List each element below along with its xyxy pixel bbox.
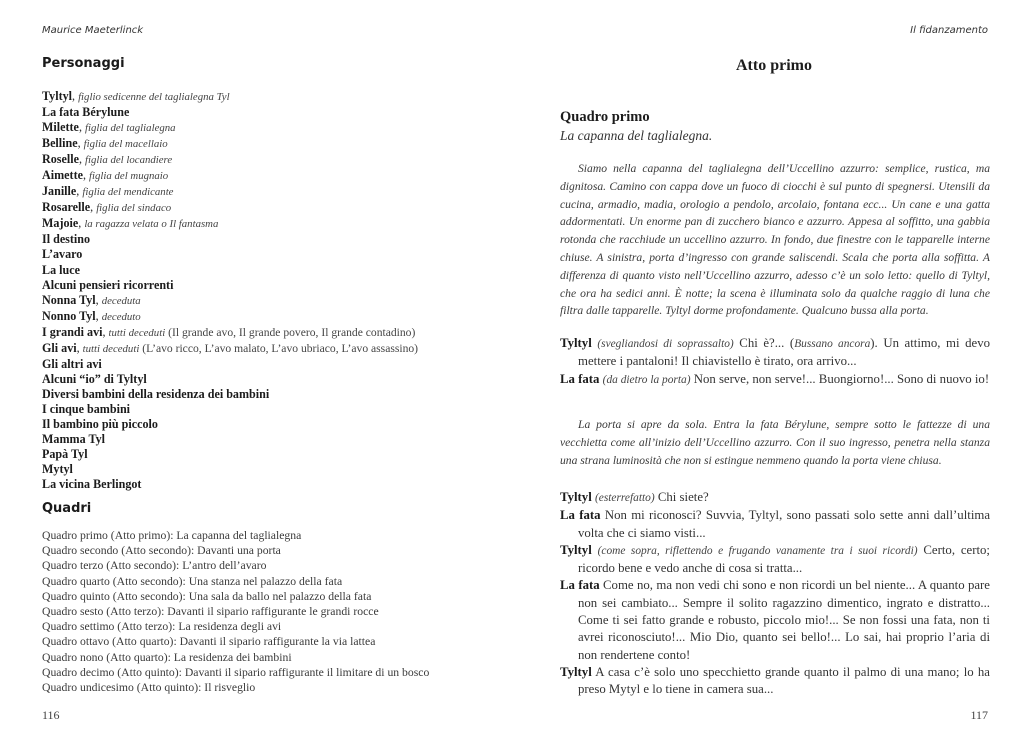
dialog-text: Come no, ma non vedi chi sono e non ricordi un bel niente... A quanto pare non sei cambiato... Sempre il solito ragazzino dimentico, ingrato e distratto... Come ti sei fatto grande e robusto, piccolo mio!... Se non fossi una fata, non ti avrei riconosciuto!... Mio Dio, quanto sei bello!... Lo sai, hai proprio l’aria di non rendertene conto! [578,578,990,662]
dialog-text: ). Un attimo, mi devo mettere i pantaloni! Il chiavistello è tirato, ora arrivo... [578,336,990,369]
character-entry [42,462,502,477]
quadri-heading: Quadri [42,501,92,516]
scene-list [42,528,502,695]
stage-direction-inline: (esterrefatto) [594,492,655,504]
character-name: L’avaro [42,247,83,262]
separator: , [72,89,79,103]
character-entry [42,293,502,309]
character-entry [42,417,502,432]
dialog-text: Non mi riconosci? Suvvia, Tyltyl, sono passati solo sette anni dall’ultima volta che ci siamo visti... [578,508,991,540]
dialog-text: Certo, certo; ricordo bene e vedo anche di cosa si tratta... [578,542,990,576]
character-name: Milette [42,120,79,135]
character-name: Il destino [42,232,91,247]
dialog-line [560,335,990,371]
speaker-name: La fata [560,578,600,593]
character-entry [42,325,502,341]
separator: , [77,136,84,151]
separator: , [95,308,102,323]
character-description: tutti deceduti [108,326,166,339]
character-name: Janille [42,184,77,199]
character-name: Mamma Tyl [42,432,106,447]
dialog-text: Chi siete? [654,490,709,504]
character-entry [42,263,502,278]
stage-direction-inline: (come sopra, riflettendo e frugando vanamente tra i suoi ricordi) [597,544,918,557]
page-number-left: 116 [42,708,60,722]
character-entry [42,309,502,325]
character-entry [42,447,502,462]
character-entry [42,200,502,216]
scene-entry: Quadro primo (Atto primo): La capanna del taglialegna [42,529,302,542]
speaker-name: La fata [560,508,601,523]
dialog-line [560,577,990,663]
character-list [42,89,502,492]
character-entry [42,278,502,293]
separator: , [102,324,109,339]
separator: , [78,120,85,135]
scene-entry: Quadro nono (Atto quarto): La residenza dei bambini [42,650,292,664]
scene-entry: Quadro quinto (Atto secondo): Una sala da ballo nel palazzo della fata [42,589,372,603]
character-name: Papà Tyl [42,447,88,462]
character-name: Rosarelle [42,200,91,215]
character-entry [42,477,502,492]
character-entry [42,89,502,105]
dialog-line [560,664,990,699]
character-name: Mytyl [42,462,73,477]
scene-entry: Quadro settimo (Atto terzo): La residenza degli avi [42,620,282,634]
character-description: deceduta [101,294,141,307]
scene-entry: Quadro terzo (Atto secondo): L’antro dell’avaro [42,559,267,573]
personaggi-heading: Personaggi [42,56,125,71]
character-description: figlia del sindaco [96,202,172,215]
stage-direction-entrance: La porta si apre da sola. Entra la fata Bérylune, sempre sotto le fattezze di una vecchietta come all’inizio dell’Uccellino azzurro. Con il suo ingresso, penetra nella stanza una strana luminosità che non si estingue nemmeno quando la porta viene chiusa. [560,418,990,467]
character-description: figlia del mugnaio [89,170,169,183]
separator: , [76,340,83,355]
dialog-line [560,489,990,507]
character-entry [42,387,502,402]
speaker-name: Tyltyl [560,542,592,557]
character-name: La fata Bérylune [42,105,130,120]
character-name: Nonna Tyl [42,292,96,307]
dialog-line [560,542,990,578]
speaker-name: La fata [560,371,600,386]
character-description: deceduto [101,310,141,323]
character-entry [42,105,502,120]
character-name: Gli avi [42,340,77,355]
character-name: I grandi avi [42,324,103,339]
right-page [515,0,1030,746]
speaker-name: Tyltyl [560,490,592,504]
character-entry [42,402,502,417]
character-entry [42,341,502,357]
separator: , [90,200,97,215]
character-description: figlia del locandiere [85,154,173,167]
character-entry [42,184,502,200]
stage-direction-inline: Bussano ancora [794,338,871,350]
character-name: Belline [42,136,78,151]
character-name: Tyltyl [42,89,73,103]
separator: , [78,216,85,231]
character-entry [42,136,502,152]
character-name: Alcuni “io” di Tyltyl [42,371,147,386]
scene-entry: Quadro sesto (Atto terzo): Davanti il sipario raffigurante le grandi rocce [42,605,379,619]
character-entry [42,216,502,232]
separator: , [82,168,90,183]
running-head-title: Il fidanzamento [910,25,988,36]
character-name: Majoie [42,216,79,231]
dialog-text: A casa c’è solo uno specchietto grande quanto il palmo di una mano; lo ha preso Mytyl e lo tiene in camera sua... [578,664,990,697]
stage-direction-inline: (svegliandosi di soprassalto) [597,338,734,350]
page-number-right: 117 [970,708,988,722]
character-description: figlia del mendicante [82,186,174,199]
running-head-author: Maurice Maeterlinck [42,25,144,36]
dialog-text: Chi è?... ( [733,336,795,350]
character-name: Aimette [42,168,83,183]
character-name: La luce [42,262,80,277]
character-name: Gli altri avi [42,356,102,371]
character-entry [42,168,502,184]
dialog-block-2 [560,489,990,699]
character-members: (Il grande avo, Il grande povero, Il grande contadino) [165,325,416,339]
act-title: Atto primo [736,57,812,74]
character-description: figlia del taglialegna [84,122,176,135]
dialog-line [560,371,990,389]
separator: , [78,152,85,167]
character-name: La vicina Berlingot [42,477,142,492]
stage-direction-inline: (da dietro la porta) [602,373,691,386]
character-entry [42,432,502,447]
scene-entry: Quadro secondo (Atto secondo): Davanti una porta [42,544,281,558]
character-name: I cinque bambini [42,401,131,416]
dialog-text: Non serve, non serve!... Buongiorno!... Sono di nuovo io! [690,371,990,386]
character-name: Il bambino più piccolo [42,416,158,431]
dialog-block-1 [560,335,990,389]
character-entry [42,120,502,136]
character-name: Nonno Tyl [42,308,96,323]
character-description: figlia del macellaio [83,138,168,151]
character-description: tutti deceduti [82,342,140,355]
scene-entry: Quadro decimo (Atto quinto): Davanti il sipario raffigurante il limitare di un bosco [42,665,430,679]
speaker-name: Tyltyl [560,664,592,679]
scene-entry: Quadro undicesimo (Atto quinto): Il risveglio [42,681,256,695]
character-members: (L’avo ricco, L’avo malato, L’avo ubriaco, L’avo assassino) [139,341,419,355]
character-description: la ragazza velata o Il fantasma [84,218,219,231]
scene-subtitle: La capanna del taglialegna. [560,128,713,143]
character-entry [42,357,502,372]
scene-title: Quadro primo [560,109,650,125]
speaker-name: Tyltyl [560,336,592,350]
character-name: Diversi bambini della residenza dei bambini [42,386,270,401]
character-name: Roselle [42,152,79,167]
character-entry [42,372,502,387]
character-entry [42,152,502,168]
separator: , [95,292,102,307]
dialog-line [560,507,990,542]
character-entry [42,232,502,247]
scene-entry: Quadro ottavo (Atto quarto): Davanti il sipario raffigurante la via lattea [42,635,376,649]
scene-entry: Quadro quarto (Atto secondo): Una stanza nel palazzo della fata [42,574,343,588]
separator: , [76,184,83,199]
stage-direction-opening: Siamo nella capanna del taglialegna dell’Uccellino azzurro: semplice, rustica, ma dignitosa. Camino con cappa dove un fuoco di ciocchi è sul punto di spegnersi. Utensili da cucina, armadio, madia, orologio a pendolo, arcolaio, fontana ecc... Un cane e una gatta addormentati. Un enorme pan di zucchero bianco e azzurro. Appesa al soffitto, una gabbia rotonda che racchiude un uccellino azzurro. In fondo, due finestre con le tapparelle interne chiuse. A sinistra, porta d’ingresso con grande saliscendi. Scala che porta alla soffitta. A differenza di quanto visto nell’Uccellino azzurro, adesso c’è un solo letto: quello di Tyltyl, che ora ha sedici anni. È notte; la scena è illuminata solo da qualche raggio di luna che filtra dalle tapparelle. Tyltyl dorme profondamente. Qualcuno bussa alla porta. [560,162,990,318]
character-entry [42,247,502,262]
character-name: Alcuni pensieri ricorrenti [42,277,174,292]
character-description: figlio sedicenne del taglialegna Tyl [78,91,230,103]
